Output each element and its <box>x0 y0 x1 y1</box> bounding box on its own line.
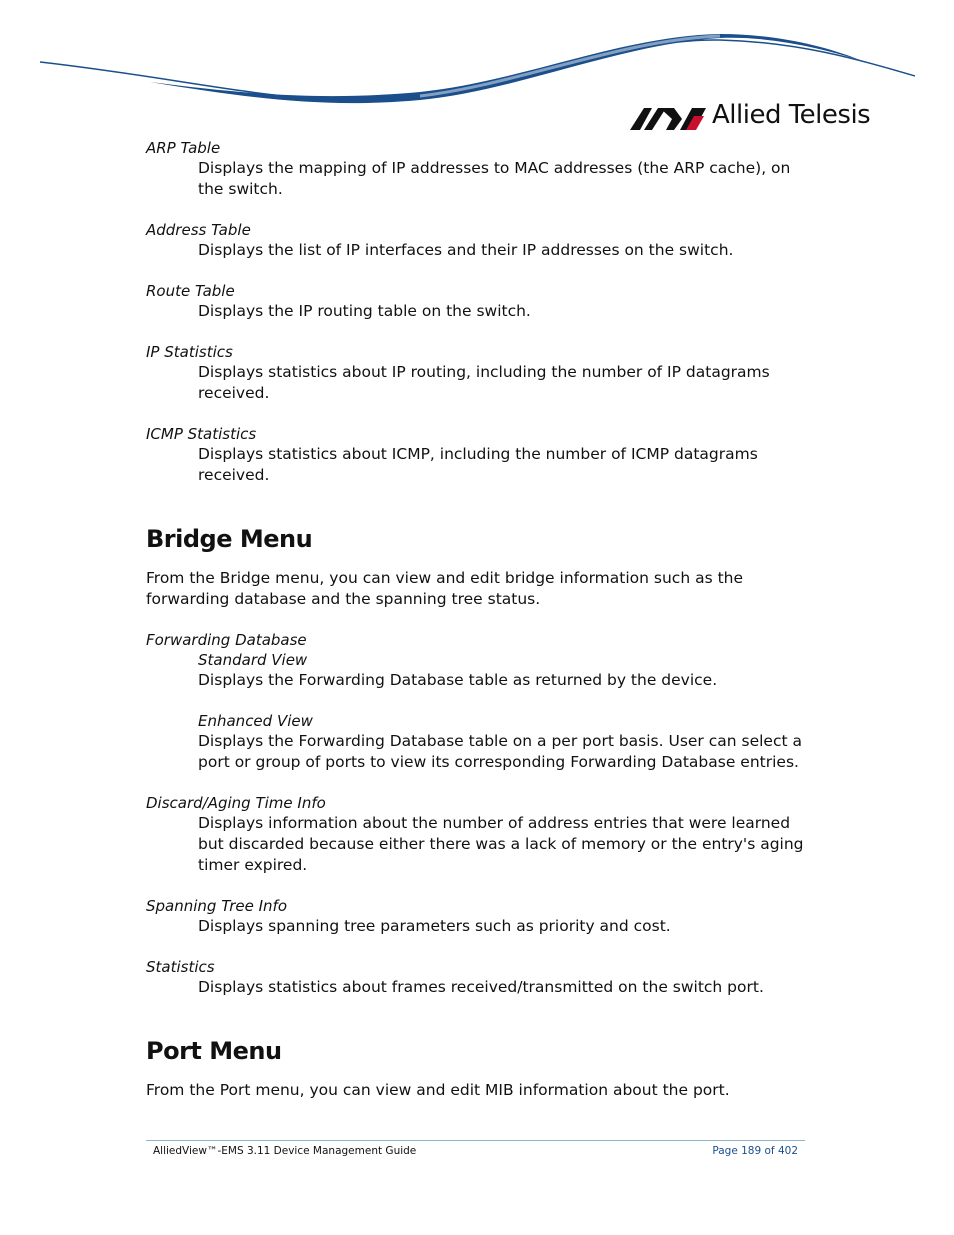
term-icmp-statistics: ICMP Statistics <box>146 425 257 443</box>
desc-enhanced-view: Displays the Forwarding Database table on a per port basis. User can select a port or group of ports to view its corresponding Forwarding Database entries. <box>198 732 802 771</box>
desc-discard-aging: Displays information about the number of address entries that were learned but discarded because either there was a lack of memory or the entry's aging timer expired. <box>198 814 804 874</box>
desc-standard-view: Displays the Forwarding Database table as returned by the device. <box>198 671 718 689</box>
term-enhanced-view: Enhanced View <box>198 712 313 730</box>
desc-ip-statistics: Displays statistics about IP routing, including the number of IP datagrams received. <box>198 363 770 402</box>
term-discard-aging: Discard/Aging Time Info <box>146 794 326 812</box>
main-content <box>146 138 806 1101</box>
heading-port-menu: Port Menu <box>146 1037 282 1065</box>
bridge-intro: From the Bridge menu, you can view and edit bridge information such as the forwarding database and the spanning tree status. <box>146 569 744 608</box>
desc-route-table: Displays the IP routing table on the switch. <box>198 302 531 320</box>
desc-address-table: Displays the list of IP interfaces and their IP addresses on the switch. <box>198 241 734 259</box>
term-spanning-tree-info: Spanning Tree Info <box>146 897 287 915</box>
allied-telesis-logo <box>630 100 870 136</box>
desc-arp-table: Displays the mapping of IP addresses to MAC addresses (the ARP cache), on the switch. <box>198 159 791 198</box>
logo-mark-icon <box>630 104 710 134</box>
heading-bridge-menu: Bridge Menu <box>146 525 313 553</box>
desc-icmp-statistics: Displays statistics about ICMP, including the number of ICMP datagrams received. <box>198 445 758 484</box>
term-route-table: Route Table <box>146 282 235 300</box>
term-standard-view: Standard View <box>198 651 308 669</box>
footer-page-number: Page 189 of 402 <box>712 1145 798 1157</box>
term-ip-statistics: IP Statistics <box>146 343 233 361</box>
footer-guide-title: AlliedView™-EMS 3.11 Device Management Guide <box>153 1145 417 1157</box>
term-forwarding-database: Forwarding Database <box>146 631 307 649</box>
desc-statistics: Displays statistics about frames received/transmitted on the switch port. <box>198 978 764 996</box>
desc-spanning-tree-info: Displays spanning tree parameters such as priority and cost. <box>198 917 671 935</box>
logo-wordmark: Allied Telesis <box>712 100 871 130</box>
term-arp-table: ARP Table <box>146 139 221 157</box>
term-statistics: Statistics <box>146 958 215 976</box>
port-intro: From the Port menu, you can view and edit MIB information about the port. <box>146 1081 730 1099</box>
footer-divider <box>146 1140 805 1141</box>
term-address-table: Address Table <box>146 221 251 239</box>
